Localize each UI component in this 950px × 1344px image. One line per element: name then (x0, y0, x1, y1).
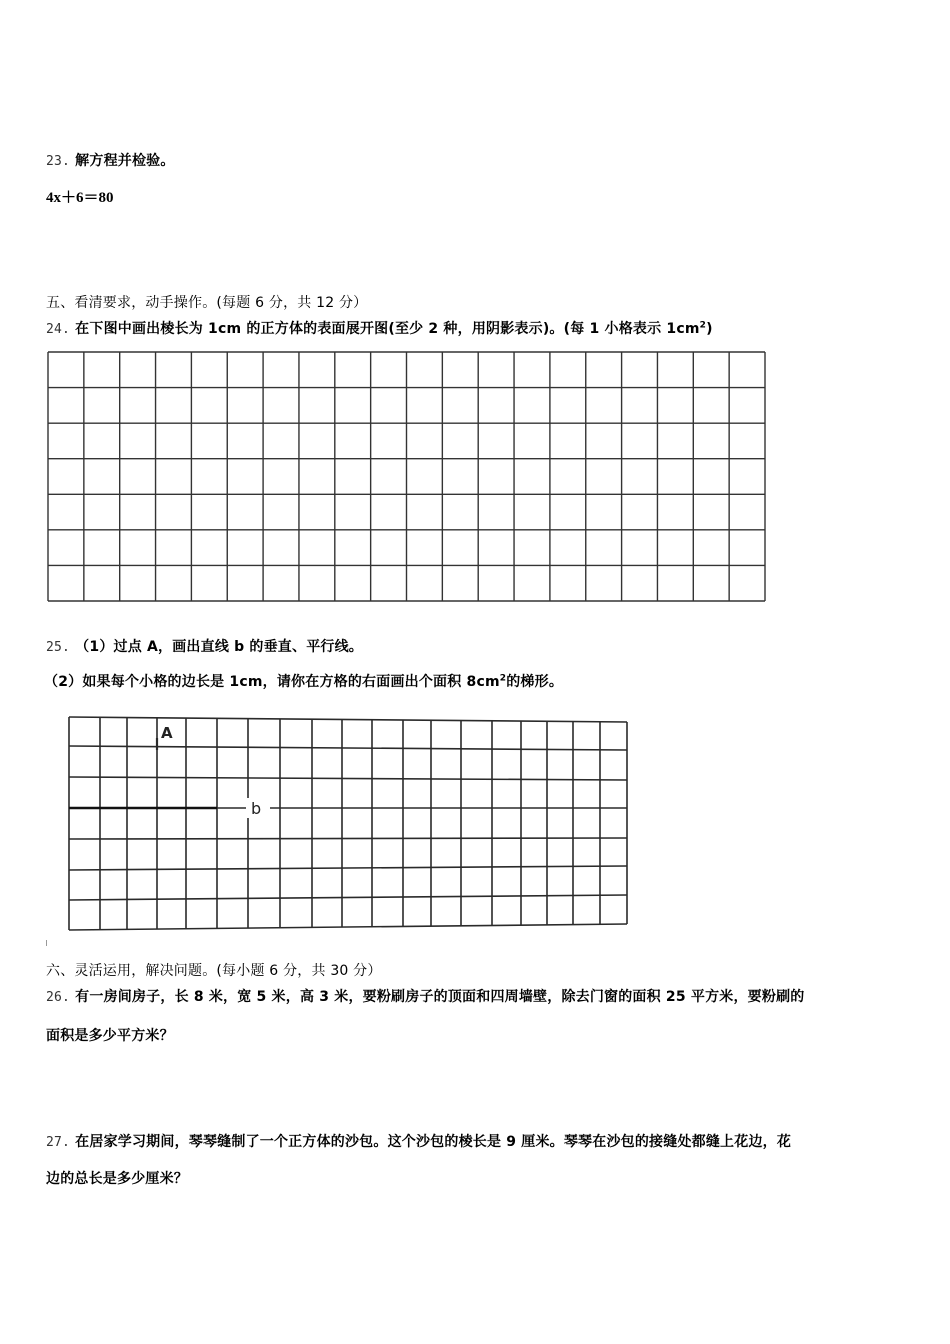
superscript: 2 (699, 320, 707, 331)
question-number: 24. (46, 322, 71, 337)
question-23 (46, 152, 175, 171)
question-number: 27. (46, 1135, 71, 1150)
question-prompt: （2）如果每个小格的边长是 1cm，请你在方格的右面画出个面积 8cm (44, 674, 500, 690)
question-prompt: 有一房间房子，长 8 米，宽 5 米，高 3 米，要粉刷房子的顶面和四周墙壁，除去门窗的面积 25 平方米，要粉刷的 (75, 989, 805, 1005)
point-a-label: A (161, 724, 173, 742)
question-number: 26. (46, 990, 71, 1005)
equation: 4x＋6＝80 (46, 190, 114, 206)
section-6-heading: 六、灵活运用，解决问题。(每小题 6 分，共 30 分） (46, 963, 382, 979)
superscript: 2 (499, 673, 507, 684)
question-prompt: 解方程并检验。 (75, 153, 175, 169)
question-24 (46, 320, 713, 339)
scan-mark (46, 940, 47, 946)
prompt-end: 的梯形。 (506, 674, 564, 690)
question-number: 23. (46, 154, 71, 169)
question-prompt: （1）过点 A，画出直线 b 的垂直、平行线。 (75, 639, 363, 655)
question-27-line-1 (46, 1133, 791, 1152)
question-26-line-1 (46, 988, 804, 1007)
question-27-line-2: 边的总长是多少厘米？ (46, 1171, 188, 1187)
section-5-heading: 五、看清要求，动手操作。(每题 6 分，共 12 分） (46, 295, 368, 311)
square-grid-25[interactable] (66, 714, 636, 939)
question-number: 25. (46, 640, 71, 655)
square-grid-24[interactable] (47, 351, 767, 603)
question-25-part-1 (46, 638, 363, 657)
question-prompt: 在居家学习期间，琴琴缝制了一个正方体的沙包。这个沙包的棱长是 9 厘米。琴琴在沙包的接缝处都缝上花边，花 (75, 1134, 792, 1150)
question-25-part-2 (44, 673, 563, 691)
question-26-line-2: 面积是多少平方米？ (46, 1028, 174, 1044)
question-prompt: 在下图中画出棱长为 1cm 的正方体的表面展开图(至少 2 种，用阴影表示)。(每 1 小格表示 1cm (75, 321, 700, 337)
line-b-label: b (251, 799, 262, 818)
prompt-end: ) (706, 321, 713, 337)
